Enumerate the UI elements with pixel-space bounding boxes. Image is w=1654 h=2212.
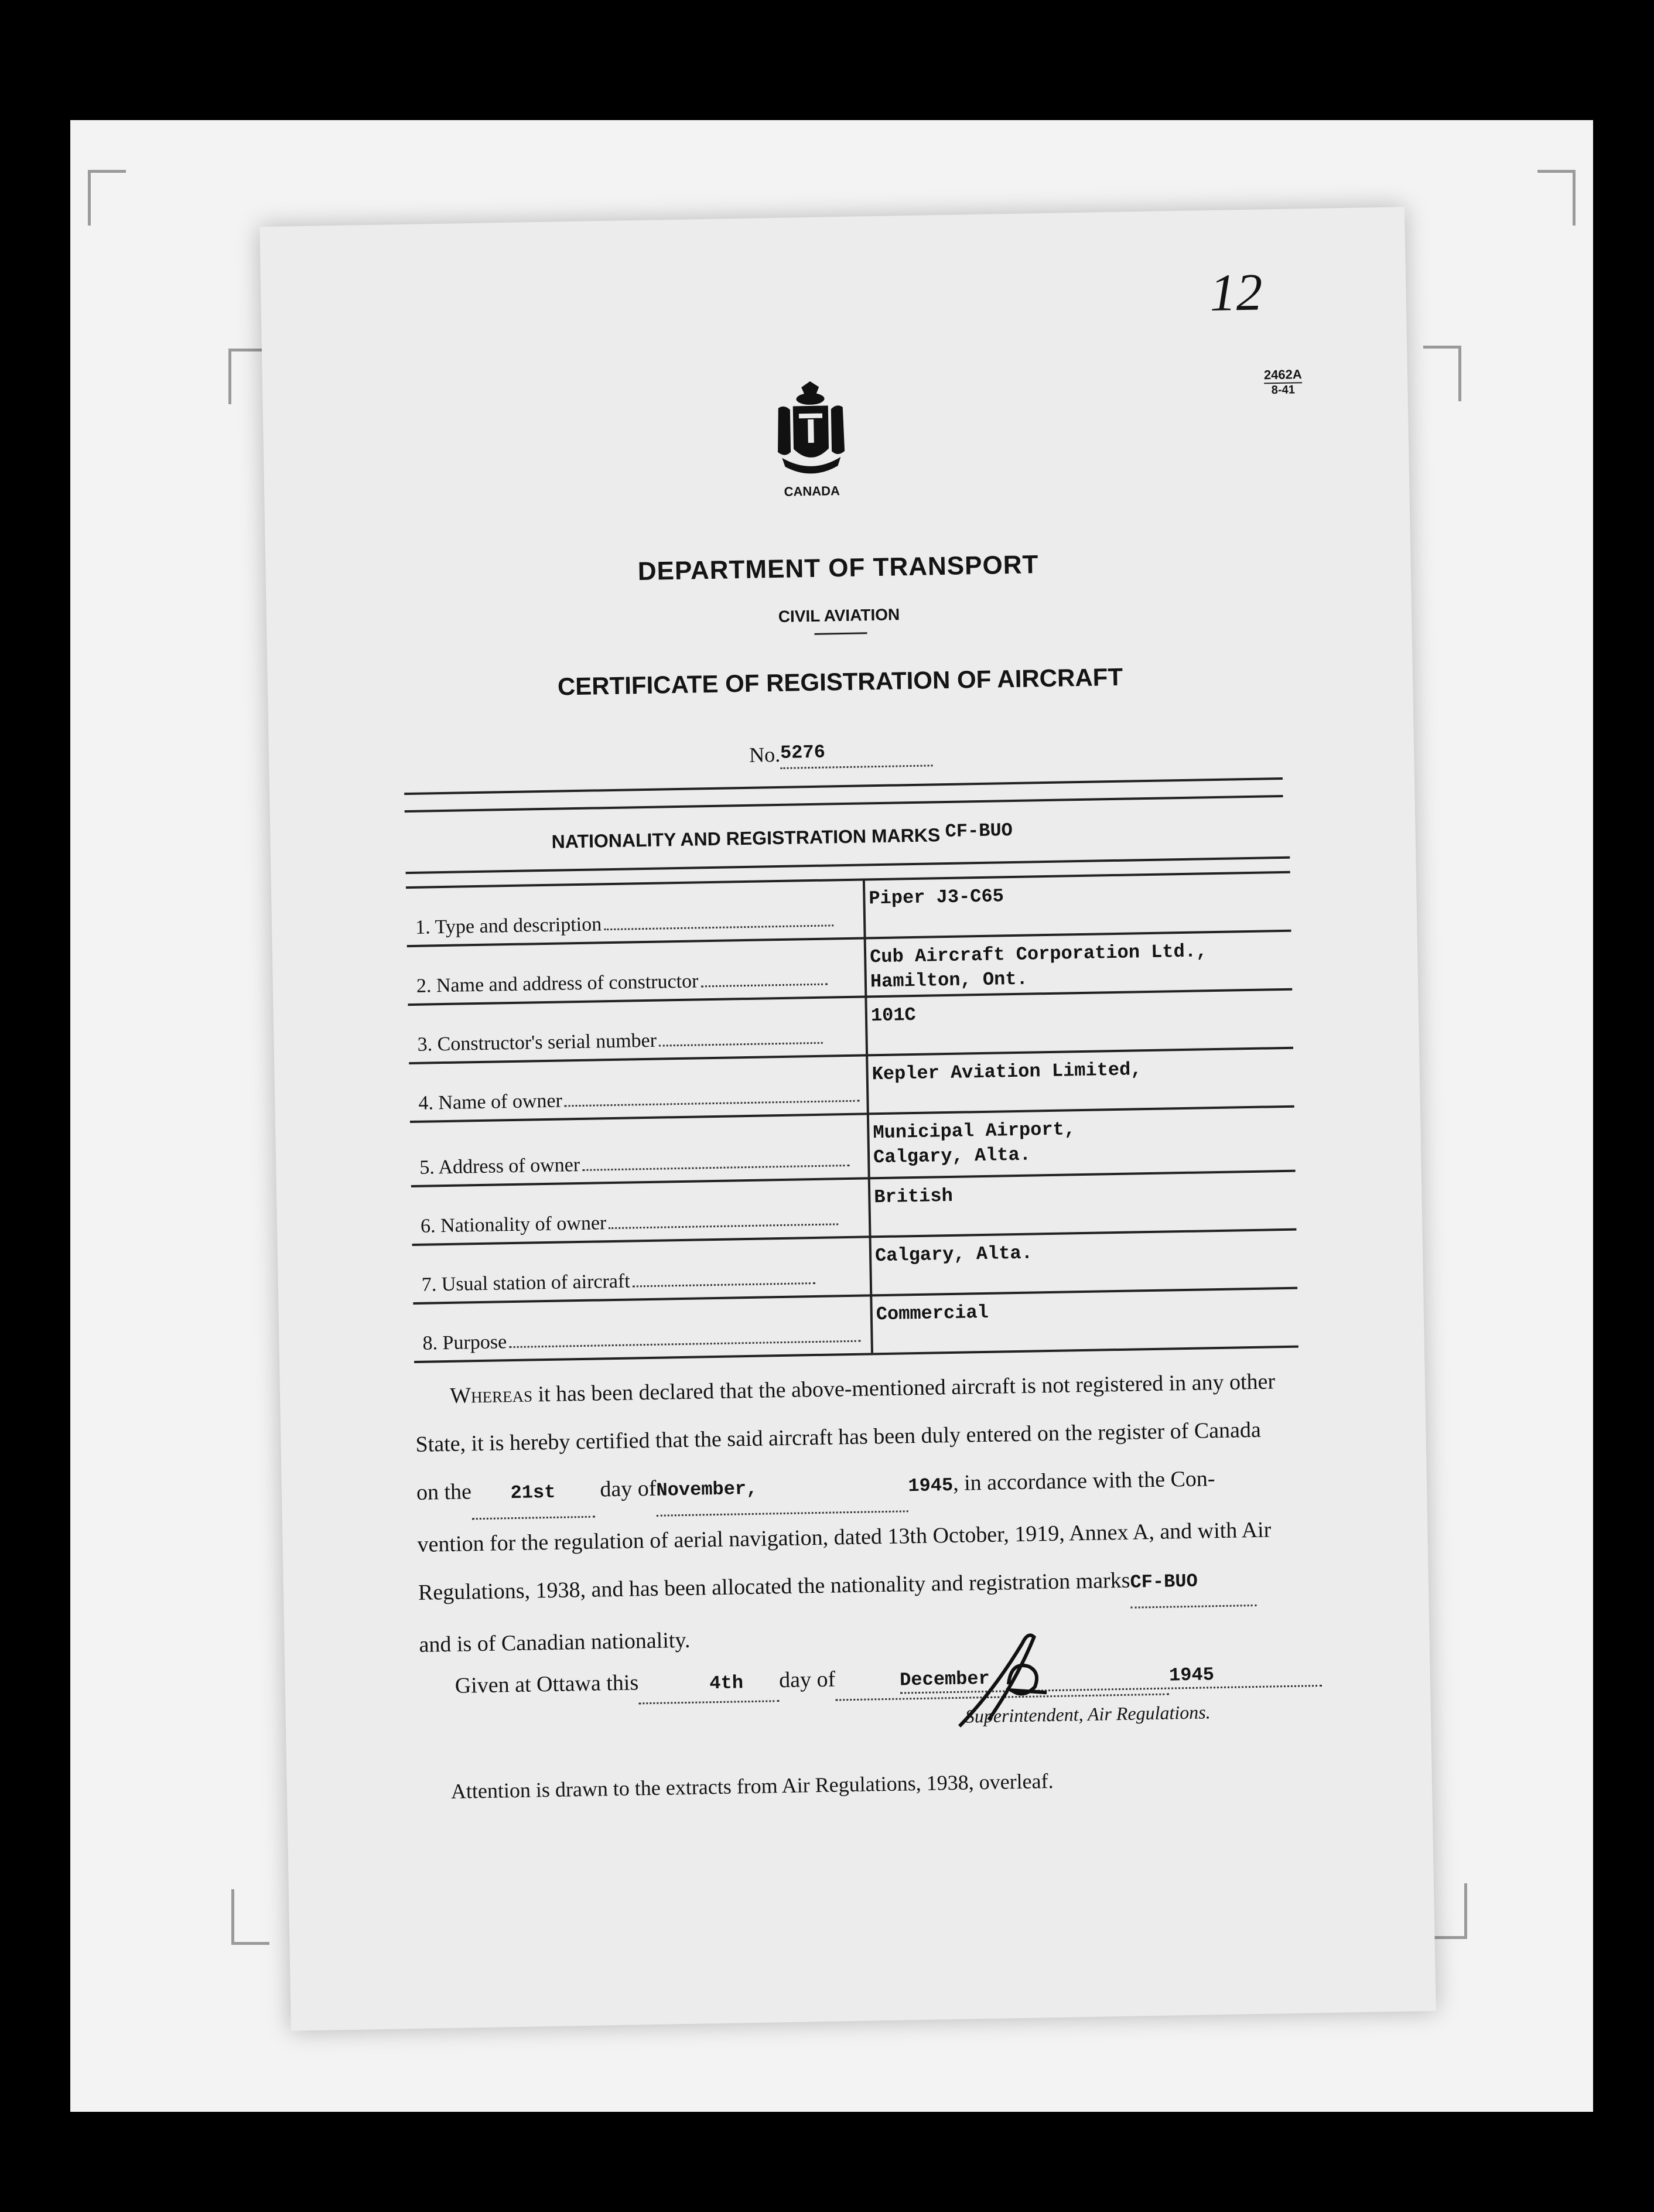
field-value: Calgary, Alta.	[874, 1242, 1033, 1267]
certificate-page	[259, 207, 1436, 2031]
rule-top-1	[404, 777, 1283, 795]
field-label: 8. Purpose	[422, 1325, 860, 1355]
certificate-number	[749, 739, 933, 769]
attention-note: Attention is drawn to the extracts from Air Regulations, 1938, overleaf.	[450, 1769, 1054, 1803]
body-line-5-text: Regulations, 1938, and has been allocated the nationality and registration marks	[418, 1568, 1130, 1605]
given-month: December	[899, 1667, 990, 1691]
given-label: Given at Ottawa this	[454, 1670, 639, 1698]
field-label: 5. Address of owner	[419, 1149, 849, 1179]
given-year: 1945	[1168, 1664, 1215, 1687]
crop-mark-top-left	[88, 170, 126, 226]
department-title: DEPARTMENT OF TRANSPORT	[637, 550, 1039, 586]
rule-table-top-1	[406, 856, 1290, 874]
crop-mark-top-right	[1537, 170, 1576, 226]
coat-of-arms-icon	[772, 381, 850, 482]
whereas-word: Whereas	[449, 1382, 533, 1408]
on-the-label: on the	[416, 1479, 472, 1505]
field-value: Municipal Airport, Calgary, Alta.	[873, 1118, 1076, 1169]
field-label: 3. Constructor's serial number	[417, 1027, 823, 1056]
registration-marks-value: CF-BUO	[945, 820, 1013, 843]
signature-title: Superintendent, Air Regulations.	[965, 1701, 1211, 1727]
field-value: Cub Aircraft Corporation Ltd., Hamilton, Ont.	[869, 940, 1208, 993]
crop-mark-right-upper	[1423, 346, 1461, 401]
division-underline	[815, 632, 867, 635]
field-label: 4. Name of owner	[418, 1085, 860, 1115]
division-title: CIVIL AVIATION	[778, 605, 900, 626]
body-line-4: vention for the regulation of aerial navigation, dated 13th October, 1919, Annex A, and with Air	[417, 1517, 1272, 1557]
field-value: 101C	[870, 1003, 917, 1027]
registration-marks-label: NATIONALITY AND REGISTRATION MARKS	[551, 824, 941, 852]
certificate-number-value: 5276	[780, 741, 826, 764]
given-day-of-label: day of	[778, 1667, 836, 1693]
field-label: 6. Nationality of owner	[421, 1208, 839, 1237]
body-line-2: State, it is hereby certified that the said aircraft has been duly entered on the register of Canada	[415, 1417, 1262, 1457]
country-label: CANADA	[784, 483, 840, 499]
body-registration-marks: CF-BUO	[1130, 1570, 1198, 1593]
form-number	[1264, 367, 1303, 397]
registration-year: 1945	[908, 1474, 954, 1497]
crop-mark-left-upper	[228, 349, 266, 404]
crop-mark-left-lower	[231, 1889, 269, 1945]
field-value: Kepler Aviation Limited,	[872, 1059, 1142, 1085]
day-of-label: day of	[600, 1476, 657, 1502]
page-number: 12	[1209, 263, 1263, 322]
rule-top-2	[405, 795, 1283, 813]
field-label: 2. Name and address of constructor	[416, 968, 828, 998]
body-line-1: it has been declared that the above-mentioned aircraft is not registered in any other	[538, 1369, 1276, 1407]
field-value: Commercial	[876, 1301, 989, 1326]
certificate-body	[414, 1357, 1322, 1708]
registration-day: 21st	[510, 1481, 556, 1504]
form-date: 8-41	[1271, 383, 1296, 397]
given-day: 4th	[709, 1672, 744, 1695]
crop-mark-right-lower	[1429, 1883, 1467, 1939]
field-label: 1. Type and description	[415, 909, 834, 938]
field-value: Piper J3-C65	[869, 885, 1004, 910]
certificate-number-label: No.	[749, 742, 781, 767]
field-label: 7. Usual station of aircraft	[422, 1267, 815, 1296]
body-line-6: and is of Canadian nationality.	[419, 1627, 691, 1657]
form-code: 2462A	[1264, 367, 1302, 384]
certificate-title: CERTIFICATE OF REGISTRATION OF AIRCRAFT	[557, 663, 1123, 701]
body-line-3-tail: , in accordance with the Con-	[952, 1466, 1215, 1496]
registration-month: November,	[656, 1477, 758, 1501]
registration-marks-line	[551, 820, 1013, 854]
field-value: British	[874, 1184, 954, 1209]
